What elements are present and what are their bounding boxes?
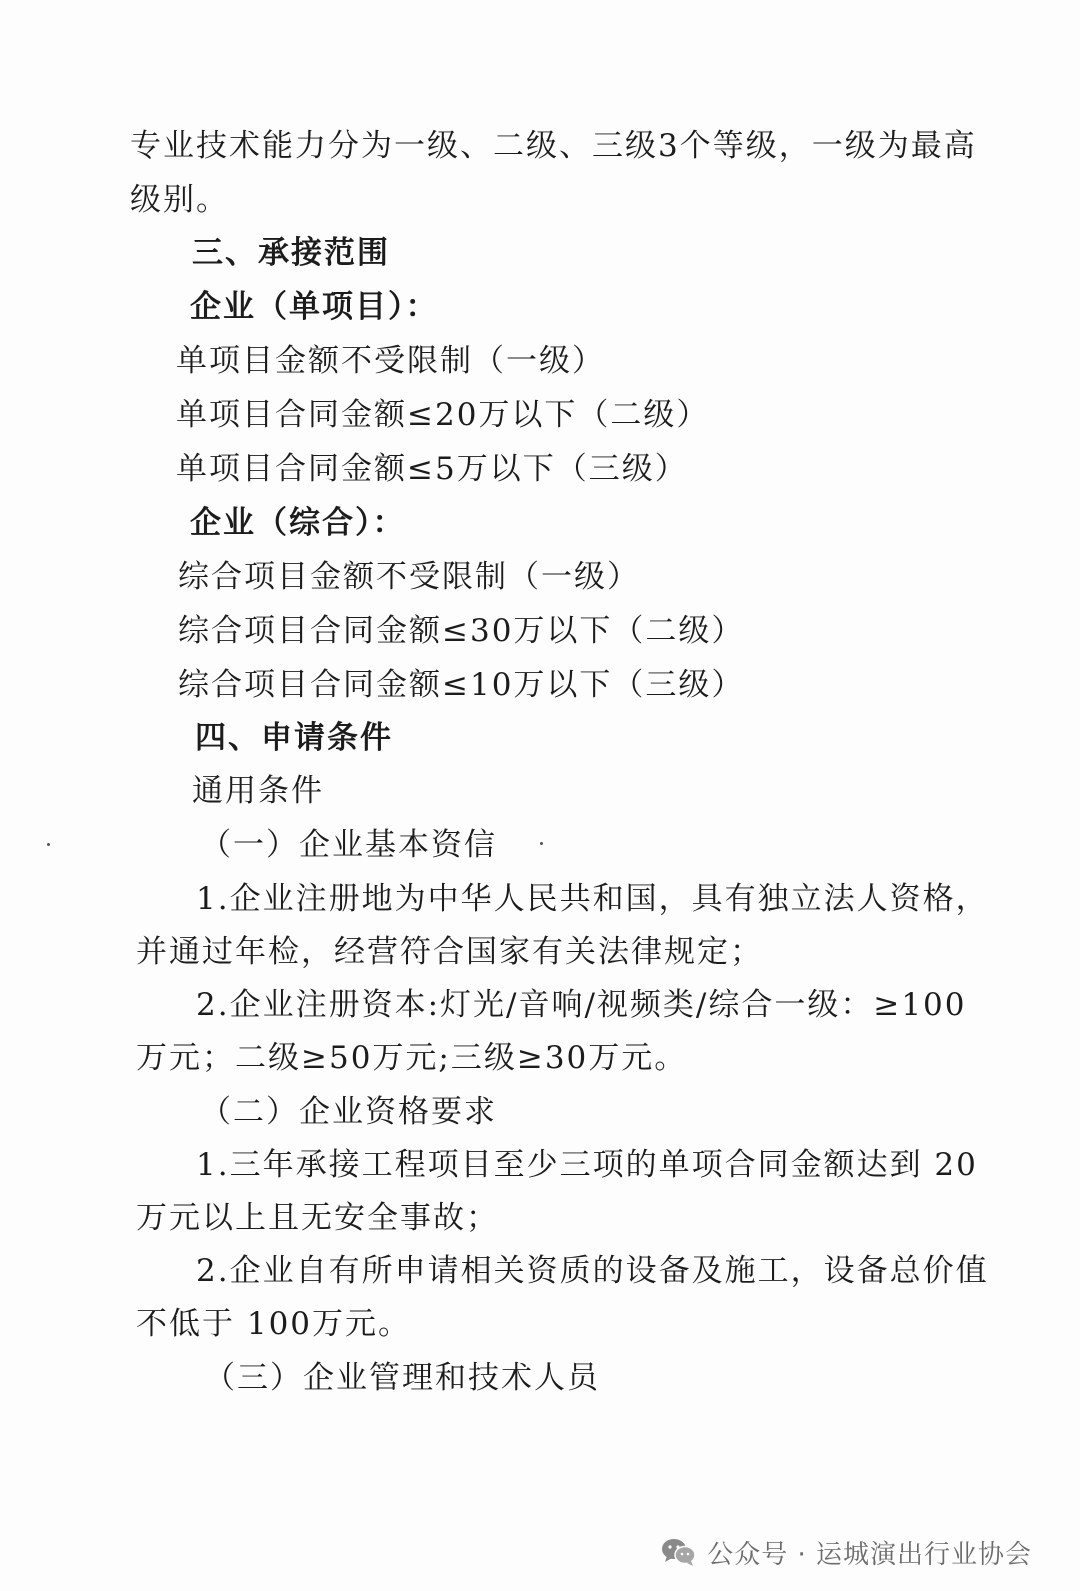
- subsection-heading: （一）企业基本资信: [200, 827, 497, 863]
- subsection-heading: （二）企业资格要求: [200, 1094, 497, 1130]
- section-heading: 三、承接范围: [192, 235, 390, 271]
- subsection-heading: （三）企业管理和技术人员: [204, 1360, 600, 1396]
- text-line: 不低于 100万元。: [136, 1306, 412, 1342]
- text-line: 并通过年检，经营符合国家有关法律规定；: [136, 934, 763, 970]
- subsection-heading: 企业（单项目）：: [190, 289, 439, 325]
- text-line: 万元；二级≥50万元;三级≥30万元。: [136, 1040, 688, 1076]
- wechat-icon: [661, 1537, 697, 1567]
- text-line: 综合项目合同金额≤30万以下（二级）: [178, 613, 745, 649]
- text-line: 2.企业自有所申请相关资质的设备及施工，设备总价值: [196, 1253, 989, 1289]
- watermark: [661, 1532, 1032, 1572]
- text-line: 综合项目合同金额≤10万以下（三级）: [178, 667, 745, 703]
- text-line: 综合项目金额不受限制（一级）: [178, 559, 640, 595]
- text-line: 2.企业注册资本:灯光/音响/视频类/综合一级：≥100: [196, 987, 967, 1023]
- subsection-heading: 企业（综合）：: [190, 505, 406, 541]
- scan-speck: [47, 843, 50, 846]
- watermark-text: 公众号 · 运城演出行业协会: [707, 1539, 1032, 1570]
- text-line: 专业技术能力分为一级、二级、三级3个等级，一级为最高: [130, 128, 977, 164]
- text-line: 万元以上且无安全事故；: [136, 1200, 499, 1236]
- scan-speck: [540, 842, 543, 845]
- text-line: 级别。: [130, 182, 229, 218]
- text-line: 单项目合同金额≤20万以下（二级）: [176, 397, 710, 433]
- text-line: 通用条件: [192, 773, 324, 809]
- text-line: 1.三年承接工程项目至少三项的单项合同金额达到 20: [196, 1147, 978, 1183]
- text-line: 单项目合同金额≤5万以下（三级）: [176, 451, 688, 487]
- text-line: 1.企业注册地为中华人民共和国，具有独立法人资格，: [196, 881, 989, 917]
- section-heading: 四、申请条件: [195, 720, 393, 756]
- text-line: 单项目金额不受限制（一级）: [176, 343, 605, 379]
